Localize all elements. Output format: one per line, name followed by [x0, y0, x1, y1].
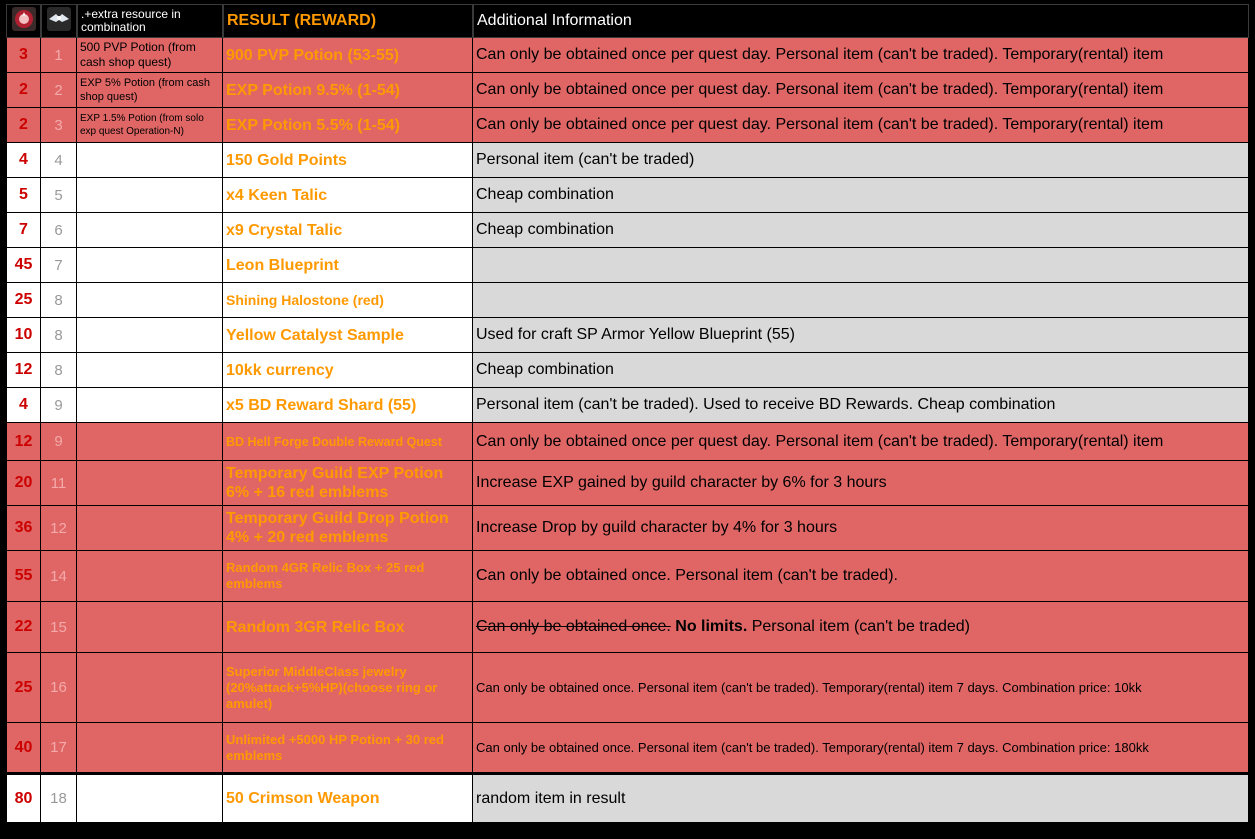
crystal-wings-icon — [41, 4, 77, 38]
table-row — [6, 506, 1249, 551]
index-cell: 1 — [41, 38, 77, 73]
info-cell: Cheap combination — [473, 353, 1249, 388]
table-row — [6, 108, 1249, 143]
result-cell: Temporary Guild EXP Potion 6% + 16 red emblems — [223, 461, 473, 506]
cost-cell: 25 — [6, 283, 41, 318]
info-cell: Personal item (can't be traded). Used to receive BD Rewards. Cheap combination — [473, 388, 1249, 423]
reward-table — [6, 4, 1249, 823]
result-cell: x4 Keen Talic — [223, 178, 473, 213]
index-cell: 8 — [41, 353, 77, 388]
table-row — [6, 143, 1249, 178]
result-cell: 150 Gold Points — [223, 143, 473, 178]
result-cell: x5 BD Reward Shard (55) — [223, 388, 473, 423]
table-row — [6, 461, 1249, 506]
extra-cell — [77, 602, 223, 653]
result-cell: BD Hell Forge Double Reward Quest — [223, 423, 473, 461]
info-cell: Can only be obtained once per quest day. Personal item (can't be traded). Temporary(rental) item — [473, 423, 1249, 461]
cost-cell: 4 — [6, 143, 41, 178]
table-row — [6, 73, 1249, 108]
index-cell: 8 — [41, 318, 77, 353]
index-cell: 12 — [41, 506, 77, 551]
table-row — [6, 551, 1249, 602]
info-cell: Can only be obtained once per quest day. Personal item (can't be traded). Temporary(rental) item — [473, 108, 1249, 143]
extra-cell — [77, 143, 223, 178]
extra-cell — [77, 653, 223, 723]
table-row — [6, 775, 1249, 823]
extra-cell: EXP 1.5% Potion (from solo exp quest Operation-N) — [77, 108, 223, 143]
cost-cell: 3 — [6, 38, 41, 73]
result-cell: x9 Crystal Talic — [223, 213, 473, 248]
info-cell: Can only be obtained once. Personal item (can't be traded). — [473, 551, 1249, 602]
info-cell: Used for craft SP Armor Yellow Blueprint (55) — [473, 318, 1249, 353]
result-cell: EXP Potion 5.5% (1-54) — [223, 108, 473, 143]
result-cell: Leon Blueprint — [223, 248, 473, 283]
cost-cell: 36 — [6, 506, 41, 551]
extra-cell — [77, 423, 223, 461]
extra-cell — [77, 775, 223, 823]
cost-cell: 55 — [6, 551, 41, 602]
index-cell: 8 — [41, 283, 77, 318]
cost-cell: 40 — [6, 723, 41, 773]
cost-cell: 4 — [6, 388, 41, 423]
info-rest-text: Personal item (can't be traded) — [747, 618, 970, 635]
extra-cell — [77, 551, 223, 602]
info-cell: Can only be obtained once per quest day. Personal item (can't be traded). Temporary(rental) item — [473, 73, 1249, 108]
extra-cell — [77, 178, 223, 213]
extra-cell — [77, 283, 223, 318]
info-strike-text: Can only be obtained once. — [476, 618, 671, 635]
info-cell: random item in result — [473, 775, 1249, 823]
index-cell: 6 — [41, 213, 77, 248]
result-cell: EXP Potion 9.5% (1-54) — [223, 73, 473, 108]
info-bold-text: No limits. — [670, 618, 748, 635]
cost-cell: 5 — [6, 178, 41, 213]
result-cell: Random 3GR Relic Box — [223, 602, 473, 653]
info-header: Additional Information — [473, 4, 1249, 38]
extra-cell: 500 PVP Potion (from cash shop quest) — [77, 38, 223, 73]
info-cell: Personal item (can't be traded) — [473, 143, 1249, 178]
index-cell: 4 — [41, 143, 77, 178]
extra-cell — [77, 723, 223, 773]
cost-cell: 12 — [6, 423, 41, 461]
index-cell: 18 — [41, 775, 77, 823]
cost-cell: 2 — [6, 73, 41, 108]
index-cell: 5 — [41, 178, 77, 213]
index-cell: 9 — [41, 423, 77, 461]
index-cell: 11 — [41, 461, 77, 506]
extra-cell — [77, 506, 223, 551]
result-cell: 900 PVP Potion (53-55) — [223, 38, 473, 73]
cost-cell: 45 — [6, 248, 41, 283]
crimson-seal-icon — [6, 4, 41, 38]
info-cell: Can only be obtained once. Personal item (can't be traded). Temporary(rental) item 7 days. Combination price: 180kk — [473, 723, 1249, 773]
cost-cell: 25 — [6, 653, 41, 723]
info-cell — [473, 283, 1249, 318]
extra-cell — [77, 213, 223, 248]
table-row — [6, 318, 1249, 353]
extra-cell — [77, 353, 223, 388]
result-cell: Random 4GR Relic Box + 25 red emblems — [223, 551, 473, 602]
result-cell: 50 Crimson Weapon — [223, 775, 473, 823]
extra-cell — [77, 248, 223, 283]
index-cell: 7 — [41, 248, 77, 283]
cost-cell: 12 — [6, 353, 41, 388]
header-row — [6, 4, 1249, 38]
index-cell: 9 — [41, 388, 77, 423]
cost-cell: 80 — [6, 775, 41, 823]
result-header: RESULT (REWARD) — [223, 4, 473, 38]
result-cell: Yellow Catalyst Sample — [223, 318, 473, 353]
table-row — [6, 602, 1249, 653]
table-row — [6, 653, 1249, 723]
index-cell: 15 — [41, 602, 77, 653]
extra-resource-header: .+extra resource in combination — [77, 4, 223, 38]
cost-cell: 2 — [6, 108, 41, 143]
extra-cell — [77, 318, 223, 353]
index-cell: 14 — [41, 551, 77, 602]
index-cell: 2 — [41, 73, 77, 108]
result-cell: Superior MiddleClass jewelry (20%attack+5%HP)(choose ring or amulet) — [223, 653, 473, 723]
info-cell: Cheap combination — [473, 213, 1249, 248]
table-row — [6, 178, 1249, 213]
cost-cell: 7 — [6, 213, 41, 248]
info-cell: Increase Drop by guild character by 4% for 3 hours — [473, 506, 1249, 551]
info-cell — [473, 602, 1249, 653]
index-cell: 17 — [41, 723, 77, 773]
table-row — [6, 423, 1249, 461]
table-row — [6, 248, 1249, 283]
info-cell: Can only be obtained once. Personal item (can't be traded). Temporary(rental) item 7 days. Combination price: 10kk — [473, 653, 1249, 723]
table-row — [6, 213, 1249, 248]
result-cell: 10kk currency — [223, 353, 473, 388]
index-cell: 3 — [41, 108, 77, 143]
info-cell — [473, 248, 1249, 283]
info-cell: Can only be obtained once per quest day. Personal item (can't be traded). Temporary(rental) item — [473, 38, 1249, 73]
cost-cell: 10 — [6, 318, 41, 353]
result-cell: Temporary Guild Drop Potion 4% + 20 red emblems — [223, 506, 473, 551]
result-cell: Unlimited +5000 HP Potion + 30 red emblems — [223, 723, 473, 773]
table-row — [6, 723, 1249, 773]
result-cell: Shining Halostone (red) — [223, 283, 473, 318]
cost-cell: 20 — [6, 461, 41, 506]
table-row — [6, 353, 1249, 388]
extra-cell — [77, 388, 223, 423]
table-row — [6, 283, 1249, 318]
info-cell: Cheap combination — [473, 178, 1249, 213]
table-row — [6, 388, 1249, 423]
extra-cell — [77, 461, 223, 506]
index-cell: 16 — [41, 653, 77, 723]
info-cell: Increase EXP gained by guild character by 6% for 3 hours — [473, 461, 1249, 506]
cost-cell: 22 — [6, 602, 41, 653]
extra-cell: EXP 5% Potion (from cash shop quest) — [77, 73, 223, 108]
table-row — [6, 38, 1249, 73]
